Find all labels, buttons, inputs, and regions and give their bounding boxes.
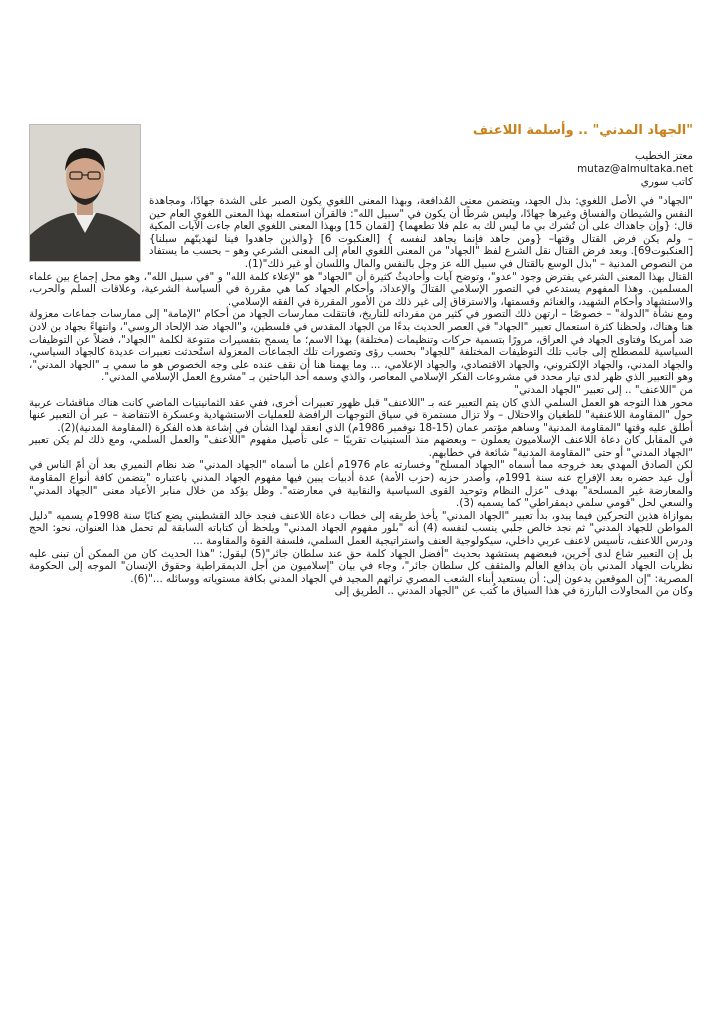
- author-role: كاتب سوري: [640, 176, 693, 188]
- article-title: "الجهاد المدني" .. وأسلمة اللاعنف: [472, 123, 693, 138]
- author-name: معتز الخطيب: [635, 150, 693, 162]
- paragraph: بموازاة هذين التحركين فيما يبدو، بدأ تعبير "الجهاد المدني" يأخذ طريقه إلى خطاب دعاة اللاعنف فنجد خالد القشطيني يضع كتابًا سنة 1998م يسميه "دليل المواطن للجهاد المدني" ثم نجد خالص جلبي ينسب لنفسه (4) أنه "بلور مفهوم الجهاد المدني" ويلحظ أن كتاباته السابقة لم تحمل هذا العنوان، نحو: الحج ودرس اللاعنف، تأسيس لاعنف عربي داخلي، سيكولوجية العنف واستراتيجية العمل السلمي، فلسفة القوة والمقاومة ...: [29, 509, 693, 548]
- paragraph: بل إن التعبير شاع لدى آخرين، فبعضهم يستشهد بحديث "أفضل الجهاد كلمة حق عند سلطان جائر"(5) ليقول: "هذا الحديث كان من الممكن أن تبنى عليه نظريات الجهاد المدني بأن يدافع العالم والمثقف كل سلطان جائر"، وجاء في بيان "إسلاميون من أجل الديمقراطية وحقوق الإنسان" الموجه إلى الحكومة المصرية: "إن الموقعين يدعون إلى: أن يستعيد أبناء الشعب المصري تراثهم المجيد في الجهاد المدني بكافة مستوياته ووسائله ..."(6).: [29, 547, 693, 585]
- author-portrait-icon: [29, 124, 141, 262]
- paragraph: في المقابل كان دعاة اللاعنف الإسلاميون يعملون – وبعضهم منذ الستينيات تقريبًا – على تأصيل مفهوم "اللاعنف" والعمل السلمي، ومع ذلك لم يكن تعبير "الجهاد المدني" أو حتى "المقاومة المدنية" شائعة في خطابهم.: [29, 434, 693, 459]
- paragraph: القتال بهذا المعنى الشرعي يفترض وجود "عدو"، وتوضح آيات وأحاديثُ كثيرة أن "الجهاد" هو "لإعلاء كلمة الله" و "في سبيل الله"، وهو محل إجماع بين علماء المسلمين. وهذا المفهوم يستدعي في التصور الإسلامي القتالَ والإعدادَ، وأحكام الجهاد كما هي مقررة في السياسة الشرعية، وعلاقات السلم والحرب، والاستشهاد وأحكام الشهيد، والغنائم وقسمتها، والاسترقاق إلى غير ذلك من الأمور المقررة في الفقه الإسلامي.: [29, 270, 693, 308]
- paragraph: وكان من المحاولات البارزة في هذا السياق ما كُتب عن "الجهاد المدني .. الطريق إلى: [334, 585, 693, 598]
- paragraph: لكن الصادق المهدي بعد خروجه مما أسماه "الجهاد المسلح" وخسارته عام 1976م أعلن ما أسماه "الجهاد المدني" ضد نظام النميري بعد أن أمّ الناس في أول عيد حضره بعد الإفراج عنه سنة 1991م، وأصدر حزبه (حزب الأمة) عدة أدبيات يبين فيها مفهوم الجهاد المدني باعتباره "يتضمن كافة أنواع المقاومة والمعارضة غير المسلحة" بهدف "عزل النظام وتوحيد القوى السياسية والنقابية في معارضته". وظل يؤكد من خلال منابر الأعياد معنى "الجهاد المدني" والسعي لحل "قومي سلمي ديمقراطي" كما يسميه (3).: [29, 459, 693, 510]
- author-email-link[interactable]: mutaz@almultaka.net: [576, 163, 693, 175]
- paragraph: ومع نشأة "الدولة" – خصوصًا – ارتهن ذلك التصور في كثير من مفرداته للتاريخ، فانتقلت ممارسات الجهاد من أحكام "الإمامة" إلى ممارسات جماعات معزولة هنا وهناك، ولحظنا كثرة استعمال تعبير "الجهاد" في العصر الحديث بدءًا من الجهاد المقدس في فلسطين، و"الجهاد ضد الإلحاد الروسي"، وانتهاءً بجهاد بن لادن ضد أمريكا وفتاوى الجهاد في العراق، مرورًا بتسمية حركات وتنظيمات (مختلفة) بهذا الاسم؛ ما يسمح بتفسيرات متنوعة لكلمة "الجهاد"، فضلاً عن التوظيفات السياسية للمصطلح إلى جانب تلك التوظيفات المختلفة "للجهاد" بحسب رؤى وتصورات تلك الجماعات المعزولة استُحدثت تعبيرات عديدة كالجهاد السياسي، والجهاد المدني، والجهاد الإلكتروني، والجهاد الاقتصادي، والجهاد الإعلامي، ... وما يهمنا هنا أن نقف عنده على وجه الخصوص هو ما سمي بـ "الجهاد المدني"، وهو التعبير الذي ظهر لدى تيار محدد في مشروعات الفكر الإسلامي المعاصر، والذي وسمه أحد الباحثين بـ "مشروع العمل الإسلامي المدني".: [29, 308, 693, 384]
- section-heading: من "اللاعنف" .. إلى تعبير "الجهاد المدني": [514, 383, 693, 396]
- article: [29, 122, 693, 598]
- paragraph: محور هذا التوجه هو العمل السلمي الذي كان يتم التعبير عنه بـ "اللاعنف" قبل ظهور تعبيرات أخرى، ففي عقد الثمانينيات الماضي كانت هناك مناقشات عربية حول "المقاومة اللاعنفية" للطغيان والاحتلال – ولا تزال مستمرة في سياق التوجهات الرافضة للعمليات الاستشهادية وعسكرة الانتفاضة – عبر أن التعبير عنها أطلق عليه وقتها "المقاومة المدنية" وساهم مؤتمر عمان (15-18 نوفمبر 1986م) الذي انعقد لهذا الشأن في إشاعة هذه الفكرة (المقاومة المدنية)(2).: [29, 396, 693, 434]
- paragraph: "الجهاد" في الأصل اللغوي: بذل الجهد، ويتضمن معنى المُدافعة، وبهذا المعنى اللغوي يكون الصبر على الشدة جهادًا، ومجاهدة النفس والشيطان والفساق وغيرها جهادًا، وليس شرطًا أن يكون في "سبيل الله": فالقرآن استعمله بهذا المعنى اللغوي العام حين قال: {وإن جاهداك على أن تُشرك بي ما ليس لك به علم فلا تطعهما} [لقمان 15] وبهذا المعنى اللغوي العام جاءت الآيات المكية – ولم يكن فرض القتال وقتها– {ومن جاهد فإنما يجاهد لنفسه } [العنكبوت 6] {والذين جاهدوا فينا لنهدينّهم سبلنا} [العنكبوت69]. وبعد فرض القتال نقل الشرع لفظ "الجهاد" من المعنى اللغوي العام إلى المعنى الشرعي وهو – بحسب ما يستفاد من النصوص المدنية – "بذل الوسع بالقتال في سبيل الله عز وجل بالنفس والمال واللسان أو غير ذلك"(1).: [149, 195, 693, 270]
